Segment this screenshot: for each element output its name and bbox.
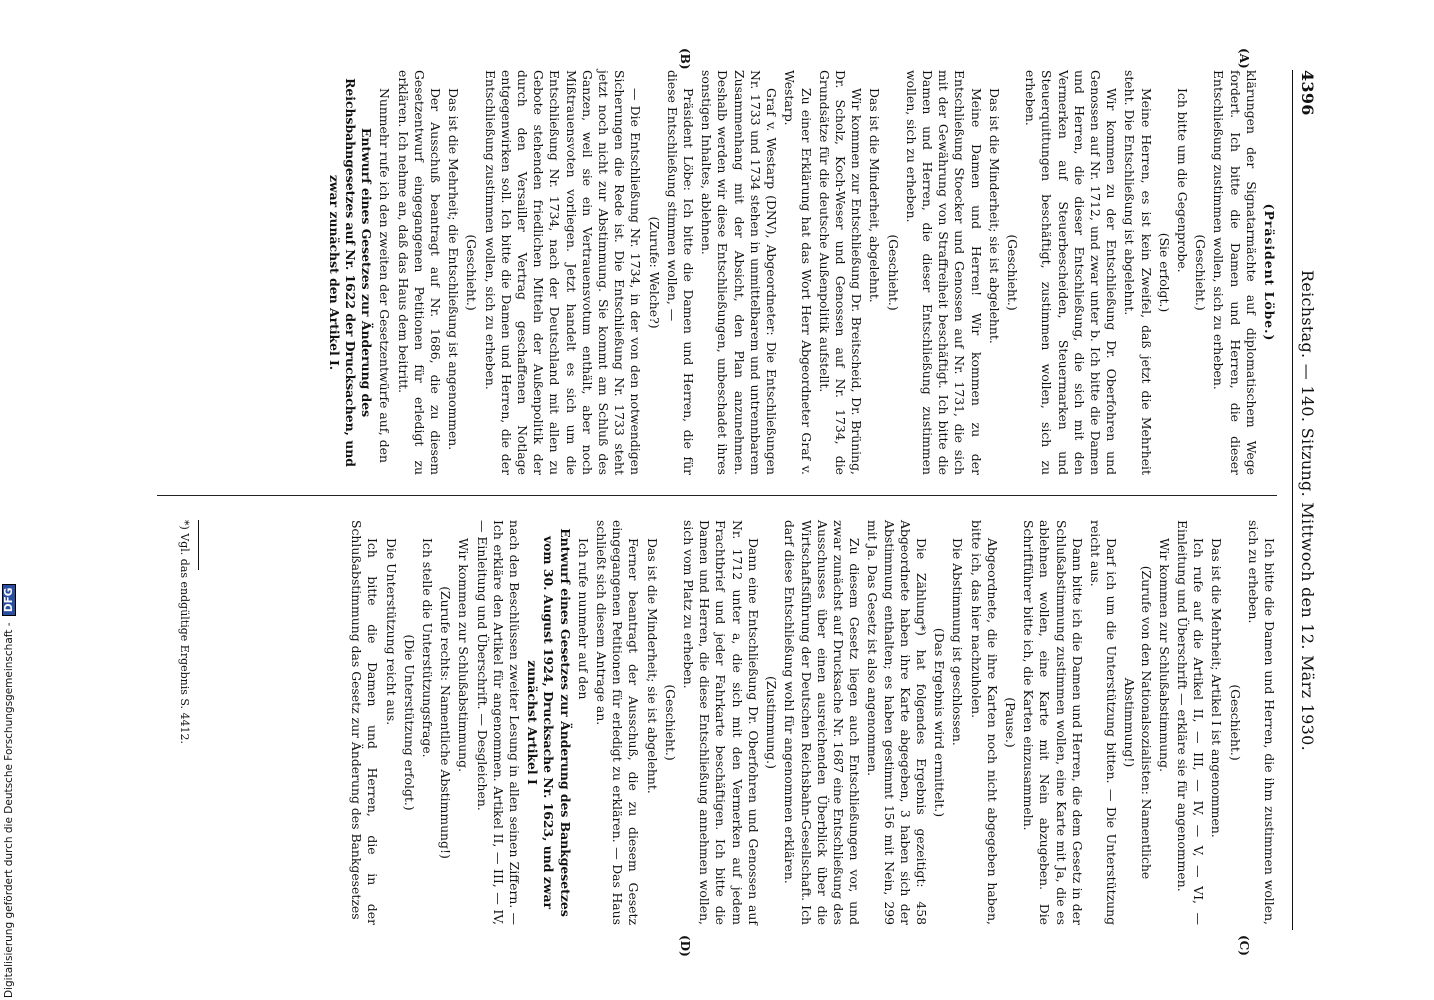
paragraph: klärungen der Signatarmächte auf diplomatischem Wege fordert. Ich bitte die Damen und Herren, die dieser Entschließung zustimmen wollen, sich zu erheben.: [1211, 70, 1259, 475]
footnote-rule: [198, 520, 199, 570]
bill-title: Entwurf eines Gesetzes zur Änderung des Reichsbahngesetzes auf Nr. 1622 der Drucksachen, und zwar zunächst den Artikel I.: [326, 78, 375, 467]
stage-direction: (Die Unterstützung erfolgt.): [401, 634, 417, 811]
paragraph: Abgeordnete, die ihre Karten noch nicht abgegeben haben, bitte ich, das hier nachzuholen.: [968, 520, 1000, 925]
column-divider: [157, 495, 1277, 496]
paragraph: Ich rufe auf die Artikel II, — III, — IV, — V, — VI, — Einleitung und Überschrift — erkläre sie für angenommen.: [1174, 520, 1207, 925]
paragraph: Dann bitte ich die Damen und Herren, die dem Gesetz in der Schlußabstimmung zustimmen wollen, eine Karte mit Ja, die es ablehnen wollen, eine Karte mit Nein abzugeben. Die Schriftführer bitte ich, die Karten einzusammeln.: [1021, 520, 1085, 925]
paragraph: Wir kommen zur Schlußabstimmung.: [1156, 538, 1172, 773]
right-column: [157, 520, 1277, 925]
stage-direction: (Zurufe rechts: Namentliche Abstimmung!): [438, 586, 454, 859]
paragraph: Der Ausschuß beantragt auf Nr. 1686, die zu diesem Gesetzentwurf eingegangenen Petitionen für erledigt zu erklären. Ich nehme an, daß das Haus dem beitritt.: [395, 70, 444, 475]
paragraph: Wir kommen zur Schlußabstimmung.: [456, 538, 472, 773]
paragraph: — Die Entschließung Nr. 1734, in der von den notwendigen Sicherungen die Rede ist. Die Entschließung Nr. 1733 steht jetzt noch nicht zur Abstimmung. Sie kommt am Schluß des Ganzen, weil sie ein Vertrauensvotum enthält, aber noch Mißtrauensvoten vorliegen. Jetzt handelt es sich um die Entschließung Nr. 1734, nach der Deutschland mit allen zu Gebote stehenden friedlichen Mitteln der Außenpolitik der durch den Versailler Vertrag geschaffenen Notlage entgegenwirken soll. Ich bitte die Damen und Herren, die der Entschließung zustimmen wollen, sich zu erheben.: [482, 70, 644, 475]
vote-result: Die Zählung*) hat folgendes Ergebnis gezeitigt: 458 Abgeordnete haben ihre Karte abgegeben, 3 haben sich der Abstimmung enthalten; es haben gestimmt 156 mit Nein, 299 mit Ja. Das Gesetz ist also angenommen.: [865, 520, 929, 925]
margin-mark-c: (C): [1237, 935, 1251, 956]
paragraph: Das ist die Minderheit, abgelehnt.: [867, 88, 883, 303]
paragraph: Das ist die Minderheit; sie ist abgelehnt.: [986, 88, 1002, 344]
paragraph: Wir kommen zur Entschließung Dr. Breitscheid, Dr. Brüning, Dr. Scholz, Koch-Weser und Genossen auf Nr. 1734, die Grundsätze für die deutsche Außenpolitik aufstellt.: [816, 70, 865, 475]
paragraph: nach den Beschlüssen zweiter Lesung in allen seinen Ziffern. — Ich erkläre den Artikel für angenommen. Artikel II, — III, — IV, — Einleitung und Überschrift. — Desgleichen.: [474, 520, 523, 925]
paragraph: Das ist die Minderheit; sie ist abgelehnt.: [644, 538, 660, 794]
speech-president: Präsident Löbe: Ich bitte die Damen und Herren, die für diese Entschließung stimmen wollen, —: [664, 70, 697, 475]
paragraph: Die Unterstützung reicht aus.: [383, 538, 399, 726]
left-column: [157, 70, 1277, 475]
margin-mark-d: (D): [678, 935, 692, 957]
stage-direction: (Geschieht.): [1227, 684, 1243, 761]
paragraph: Zu einer Erklärung hat das Wort Herr Abgeordneter Graf v. Westarp.: [782, 70, 814, 475]
paragraph: Wir kommen zu der Entschließung Dr. Oberfohren und Genossen auf Nr. 1712, und zwar unter b. Ich bitte die Damen und Herren, die dieser Entschließung, die sich mit den Vermerken auf Steuerbescheiden, Steuermarken und Steuerquittungen beschäftigt, zustimmen wollen, sich zu erheben.: [1023, 70, 1120, 475]
page-number: 4396: [1298, 70, 1317, 116]
funding-credit: [2, 584, 16, 998]
paragraph: Zu diesem Gesetz liegen auch Entschließungen vor, und zwar zunächst auf Drucksache Nr. 1687 eine Entschließung des Ausschusses über einen ausreichenden Überblick über die Wirtschaftsführung der Deutschen Reichsbahn-Gesellschaft. Ich darf diese Entschließung wohl für angenommen erklären.: [782, 520, 863, 925]
paragraph: Ich bitte um die Gegenprobe.: [1174, 88, 1190, 273]
paragraph: Meine Damen und Herren! Wir kommen zu der Entschließung Stoecker und Genossen auf Nr. 1731, die sich mit der Gewährung von Straffreiheit beschäftigt. Ich bitte die Damen und Herren, die dieser Entschließung zustimmen wollen, sich zu erheben.: [903, 70, 984, 475]
stage-direction: (Das Ergebnis wird ermittelt.): [932, 627, 948, 818]
bill-title: Entwurf eines Gesetzes zur Änderung des Bankgesetzes vom 30. August 1924, Drucksache Nr. 1623, und zwar zunächst Artikel I: [525, 528, 573, 917]
stage-direction: (Geschieht.): [1193, 234, 1209, 311]
stage-direction: (Zurufe: Welche?): [646, 216, 662, 329]
stage-direction: (Sie erfolgt.): [1156, 232, 1172, 313]
page-title: Reichstag. — 140. Sitzung. Mittwoch den 12. März 1930.: [1298, 270, 1317, 752]
paragraph: Ich rufe nunmehr auf den: [575, 538, 591, 700]
funding-credit-text: Digitalisierung gefördert durch die Deutsche Forschungsgemeinschaft -: [3, 622, 15, 998]
paragraph: Darf ich um die Unterstützung bitten. — Die Unterstützung reicht aus.: [1087, 520, 1120, 925]
stage-direction: (Geschieht.): [885, 234, 901, 311]
margin-mark-a: (A): [1237, 48, 1251, 69]
paragraph: (Präsident Löbe.): [1262, 203, 1277, 342]
speech-westarp: Graf v. Westarp (DNV), Abgeordneter: Die Entschließungen Nr. 1733 und 1734 stehen in unmittelbarem und untrennbarem Zusammenhang mit der Absicht, den Plan anzunehmen. Deshalb werden wir diese Entschließungen, unbeschadet ihres sonstigen Inhaltes, ablehnen.: [699, 70, 780, 475]
paragraph: Ich bitte die Damen und Herren, die ihm zustimmen wollen, sich zu erheben.: [1245, 520, 1277, 925]
paragraph: Ferner beantragt der Ausschuß, die zu diesem Gesetz eingegangenen Petitionen für erledigt zu erklären. — Das Haus schließt sich diesem Antrage an.: [594, 520, 642, 925]
paragraph: Ich stelle die Unterstützungsfrage.: [420, 538, 436, 758]
paragraph: Die Abstimmung ist geschlossen.: [950, 538, 966, 746]
paragraph: Meine Herren, es ist kein Zweifel, daß jetzt die Mehrheit steht. Die Entschließung ist abgelehnt.: [1122, 70, 1154, 475]
margin-mark-b: (B): [678, 48, 692, 70]
stage-direction: (Zustimmung.): [764, 676, 780, 769]
paragraph: Das ist die Mehrheit; die Entschließung ist angenommen.: [446, 88, 462, 451]
page-header: [1292, 70, 1319, 930]
dfg-logo: DFG: [2, 584, 16, 617]
footnote: *) Vgl. das endgültige Ergebnis S. 4412.: [178, 520, 191, 745]
stage-direction: (Geschieht.): [662, 684, 678, 761]
paragraph: Nunmehr rufe ich den zweiten der Gesetzentwürfe auf, den: [377, 88, 393, 463]
stage-direction: (Zurufe von den Nationalsozialisten: Namentliche Abstimmung!): [1122, 565, 1154, 880]
paragraph: Das ist die Mehrheit; Artikel I ist angenommen.: [1209, 538, 1225, 838]
stage-direction: (Geschieht.): [464, 234, 480, 311]
stage-direction: (Geschieht.): [1004, 234, 1020, 311]
document-page: [87, 40, 1347, 960]
stage-direction: (Pause.): [1002, 697, 1018, 748]
paragraph: Dann eine Entschließung Dr. Oberfohren und Genossen auf Nr. 1712 unter a, die sich mit den Vermerken auf jedem Frachtbrief und jeder Fahrkarte beschäftigen. Ich bitte die Damen und Herren, die diese Entschließung annehmen wollen, sich vom Platz zu erheben.: [681, 520, 761, 925]
paragraph: Ich bitte die Damen und Herren, die in der Schlußabstimmung das Gesetz zur Änderung des Bankgesetzes: [349, 520, 381, 925]
